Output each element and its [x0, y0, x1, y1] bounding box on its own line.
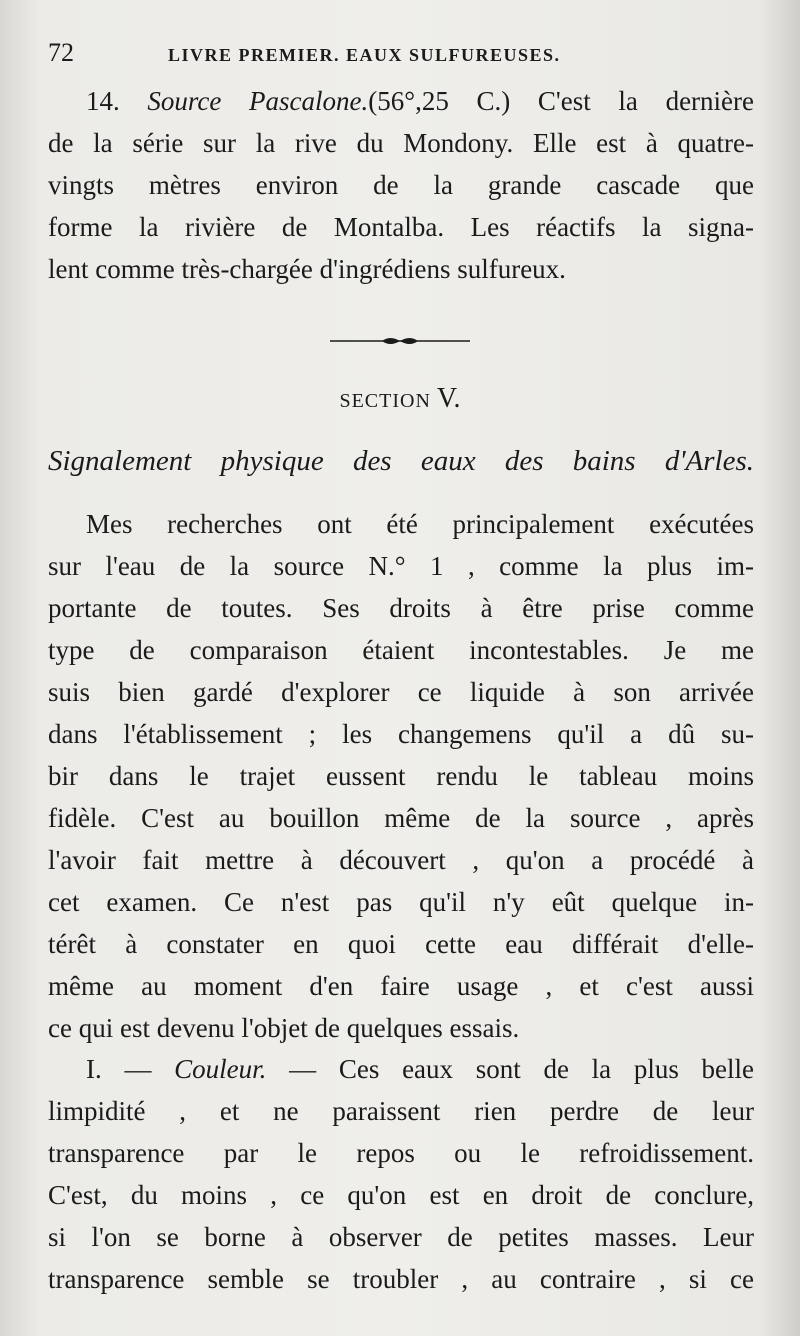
entry-title: Source Pascalone. [147, 86, 369, 116]
section-label: SECTION [339, 390, 431, 412]
section-heading [0, 383, 800, 415]
section-number: V. [436, 383, 461, 414]
text-line: type de comparaison étaient incontestables. Je me [48, 635, 754, 665]
text-line: cet examen. Ce n'est pas qu'il n'y eût quelque in- [48, 887, 754, 917]
text-line: ce qui est devenu l'objet de quelques essais. [48, 1013, 520, 1043]
text-line: vingts mètres environ de la grande cascade que [48, 170, 754, 200]
entry-title: Couleur. [174, 1054, 267, 1084]
text-line: C'est, du moins , ce qu'on est en droit de conclure, [48, 1180, 754, 1210]
text-line: de la série sur la rive du Mondony. Elle est à quatre- [48, 128, 754, 158]
paragraph-source-pascalone [48, 80, 754, 290]
text-line: Mes recherches ont été principalement exécutées [86, 509, 754, 539]
text-line: si l'on se borne à observer de petites masses. Leur [48, 1222, 754, 1252]
entry-number: I. — [86, 1054, 152, 1084]
entry-text: — Ces eaux sont de la plus belle [289, 1054, 755, 1084]
text-line: forme la rivière de Montalba. Les réactifs la signa- [48, 212, 754, 242]
paragraph-research [48, 503, 754, 1049]
text-line: térêt à constater en quoi cette eau différait d'elle- [48, 929, 754, 959]
section-subtitle: Signalement physique des eaux des bains d'Arles. [48, 445, 754, 477]
page-header [48, 38, 754, 74]
text-line: suis bien gardé d'explorer ce liquide à son arrivée [48, 677, 754, 707]
section-divider-ornament [330, 334, 470, 348]
text-line: portante de toutes. Ses droits à être prise comme [48, 593, 754, 623]
text-line: transparence semble se troubler , au contraire , si ce [48, 1264, 754, 1294]
page-number: 72 [48, 38, 74, 67]
text-line: transparence par le repos ou le refroidissement. [48, 1138, 754, 1168]
text-line: limpidité , et ne paraissent rien perdre de leur [48, 1096, 754, 1126]
entry-text: (56°,25 C.) C'est la dernière [368, 86, 755, 116]
entry-number: 14. [86, 86, 120, 116]
text-line: bir dans le trajet eussent rendu le tableau moins [48, 761, 754, 791]
text-line: dans l'établissement ; les changemens qu'il a dû su- [48, 719, 754, 749]
text-line: l'avoir fait mettre à découvert , qu'on a procédé à [48, 845, 754, 875]
running-head: LIVRE PREMIER. EAUX SULFUREUSES. [168, 45, 561, 65]
paragraph-couleur [48, 1048, 754, 1300]
text-line: sur l'eau de la source N.° 1 , comme la plus im- [48, 551, 754, 581]
text-line: même au moment d'en faire usage , et c'est aussi [48, 971, 754, 1001]
text-line: fidèle. C'est au bouillon même de la source , après [48, 803, 754, 833]
text-line [48, 1048, 754, 1090]
text-line [48, 80, 754, 122]
text-line: lent comme très-chargée d'ingrédiens sulfureux. [48, 254, 566, 284]
